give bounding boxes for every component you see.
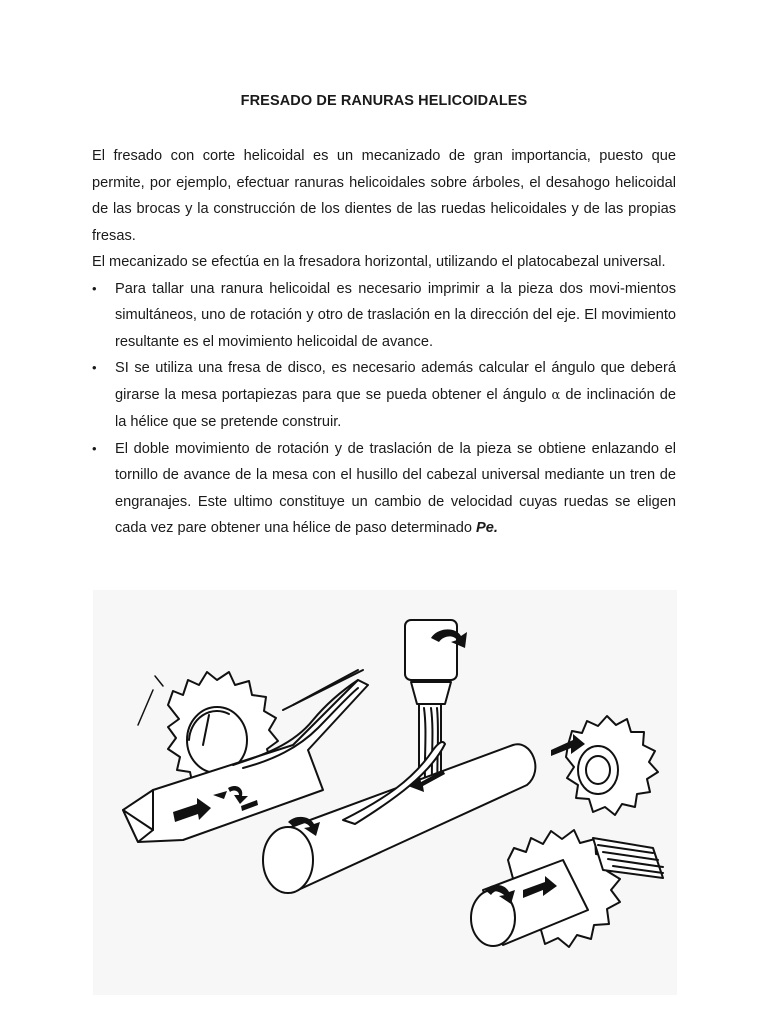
milling-illustration-svg <box>93 590 677 995</box>
list-item <box>92 436 676 542</box>
list-item <box>92 355 676 436</box>
bullet-icon: • <box>92 440 97 456</box>
pitch-emphasis: Pe. <box>476 520 498 536</box>
milling-illustration <box>93 590 677 995</box>
bullet-text-continued: de inclinación de la hélice que se pretende construir. <box>115 386 676 430</box>
bullet-icon: • <box>92 360 97 375</box>
intro-paragraph: El fresado con corte helicoidal es un mecanizado de gran importancia, puesto que permite, por ejemplo, efectuar ranuras helicoidales sobre árboles, el desahogo helicoidal de las brocas y la construcción de los dientes de las ruedas helicoidales y de las propias fresas. <box>92 148 676 244</box>
document-body <box>92 143 676 542</box>
machining-paragraph: El mecanizado se efectúa en la fresadora horizontal, utilizando el platocabezal universal. <box>92 254 666 270</box>
bullet-text: El doble movimiento de rotación y de traslación de la pieza se obtiene enlazando el tornillo de avance de la mesa con el husillo del cabezal universal mediante un tren de engranajes. Este ultimo constituye un cambio de velocidad cuyas ruedas se eligen cada vez pare obtener una hélice de paso determinado <box>115 440 676 536</box>
bullet-icon: • <box>92 280 97 296</box>
bullet-list <box>92 276 676 542</box>
list-item <box>92 276 676 356</box>
bullet-text: SI se utiliza una fresa de disco, es necesario además calcular el ángulo que deberá girarse la mesa portapiezas para que se pueda obtener el ángulo <box>115 360 676 403</box>
alpha-symbol: α <box>551 387 561 403</box>
helical-gear-icon <box>566 716 658 815</box>
page-title: FRESADO DE RANURAS HELICOIDALES <box>240 93 528 109</box>
bullet-text: Para tallar una ranura helicoidal es necesario imprimir a la pieza dos movi-mientos simultáneos, uno de rotación y otro de traslación en la dirección del eje. El movimiento resultante es el movimiento helicoidal de avance. <box>115 280 676 350</box>
